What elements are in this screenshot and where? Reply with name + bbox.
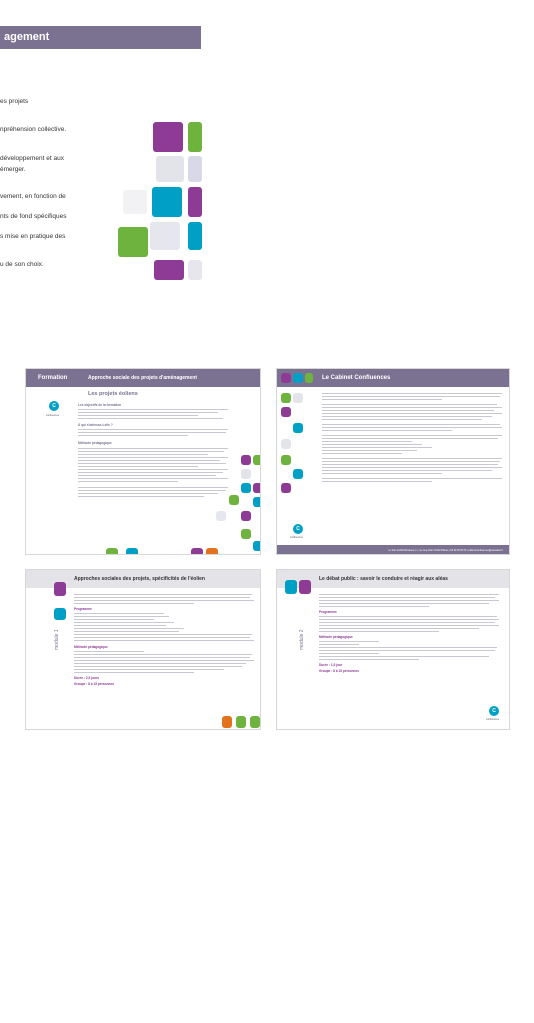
text-line-placeholder [319,619,499,620]
decorative-square [293,423,303,433]
hero-line: développement et aux [0,155,64,162]
header-title: Le Cabinet Confluences [322,375,391,381]
section-heading: Programme [319,610,337,614]
decorative-square [281,373,291,383]
header-title: Approche sociale des projets d'aménagement [88,375,197,381]
brochure-page-cabinet [276,368,510,555]
text-line-placeholder [74,669,224,670]
decorative-square [241,469,251,479]
text-line-placeholder [74,597,250,598]
decorative-square [106,548,118,555]
text-line-placeholder [74,619,154,620]
text-line-placeholder [78,451,224,452]
section-heading: Les objectifs de la formation [78,403,122,407]
text-line-placeholder [319,625,499,626]
text-line-placeholder [78,432,226,433]
text-line-placeholder [322,430,452,431]
decorative-square [222,716,232,728]
text-line-placeholder [78,435,188,436]
text-line-placeholder [319,656,489,657]
decorative-square [250,716,260,728]
text-line-placeholder [322,404,497,405]
text-line-placeholder [319,659,419,660]
text-line-placeholder [319,641,379,642]
section-heading: Durée : 1,5 jour [319,663,343,667]
text-line-placeholder [319,644,359,645]
text-line-placeholder [78,493,218,494]
text-line-placeholder [74,637,250,638]
text-line-placeholder [74,663,246,664]
section-heading: Durée : 2,5 jours [74,676,99,680]
text-line-placeholder [322,413,502,414]
decorative-square [281,393,291,403]
decorative-square [153,122,183,152]
text-line-placeholder [319,631,439,632]
text-line-placeholder [322,407,502,408]
section-heading: Méthode pédagogique [74,645,108,649]
text-line-placeholder [322,438,498,439]
decorative-square [188,156,202,182]
decorative-square [154,260,184,280]
text-line-placeholder [78,454,208,455]
text-line-placeholder [74,628,184,629]
decorative-square [188,122,202,152]
decorative-square [281,455,291,465]
hero-line: s mise en pratique des [0,233,66,240]
section-heading: Programme [74,607,92,611]
decorative-square [152,187,182,217]
text-line-placeholder [322,453,402,454]
logo-text: conf/uences [46,414,59,417]
section-heading: Groupe : 8 à 15 personnes [74,682,115,686]
text-line-placeholder [74,594,252,595]
text-line-placeholder [78,472,223,473]
decorative-square [126,548,138,555]
text-line-placeholder [74,666,242,667]
text-line-placeholder [74,631,179,632]
text-line-placeholder [322,458,502,459]
decorative-square [156,156,184,182]
text-line-placeholder [322,410,494,411]
decorative-square [191,548,203,555]
text-line-placeholder [78,478,228,479]
decorative-square [253,455,261,465]
text-line-placeholder [78,496,204,497]
text-line-placeholder [322,427,502,428]
text-line-placeholder [322,447,432,448]
hero-line: nts de fond spécifiques [0,213,67,220]
text-line-placeholder [322,396,500,397]
hero-line: npréhension collective. [0,126,67,133]
decorative-square [241,511,251,521]
section-heading: Méthode pédagogique [319,635,353,639]
decorative-square [281,483,291,493]
text-line-placeholder [322,481,432,482]
confluences-logo-icon: C [489,706,499,716]
text-line-placeholder [78,490,226,491]
text-line-placeholder [319,647,497,648]
page-subtitle: Les projets éoliens [88,391,138,397]
decorative-square [216,511,226,521]
text-line-placeholder [322,416,492,417]
text-line-placeholder [74,640,254,641]
decorative-square [54,608,66,620]
text-line-placeholder [74,600,254,601]
text-line-placeholder [78,457,228,458]
text-line-placeholder [74,616,169,617]
decorative-square [281,407,291,417]
decorative-square [188,260,202,280]
decorative-square [305,373,313,383]
text-line-placeholder [322,441,412,442]
text-line-placeholder [322,399,442,400]
text-line-placeholder [319,597,495,598]
decorative-square [293,393,303,403]
hero-line: émerger. [0,166,26,173]
text-line-placeholder [319,650,495,651]
section-heading: Méthode pédagogique [78,441,112,445]
decorative-square [188,222,202,250]
text-line-placeholder [319,653,379,654]
text-line-placeholder [319,606,429,607]
text-line-placeholder [322,473,442,474]
text-line-placeholder [74,603,194,604]
text-line-placeholder [78,463,226,464]
text-line-placeholder [319,628,479,629]
decorative-square [253,541,261,551]
decorative-square [299,580,311,594]
module-label: module 2 [299,629,305,650]
decorative-square [123,190,147,214]
brochure-page-module-1 [25,569,261,730]
hero-banner-title: agement [4,31,50,43]
decorative-square [229,495,239,505]
text-line-placeholder [78,475,216,476]
text-line-placeholder [78,415,198,416]
text-line-placeholder [322,478,502,479]
module-label: module 1 [54,629,60,650]
text-line-placeholder [322,461,500,462]
decorative-square [285,580,297,594]
text-line-placeholder [78,409,228,410]
text-line-placeholder [322,450,417,451]
text-line-placeholder [319,616,497,617]
text-line-placeholder [74,622,174,623]
logo-text: confluences [290,536,303,539]
text-line-placeholder [319,594,499,595]
section-heading: Groupe : 8 à 15 personnes [319,669,360,673]
text-line-placeholder [322,467,502,468]
decorative-square [293,469,303,479]
confluences-logo-icon: C [293,524,303,534]
text-line-placeholder [74,651,144,652]
text-line-placeholder [78,466,198,467]
confluences-logo-icon: C [49,401,59,411]
header-title: Approches sociales des projets, spécificités de l'éolien [74,576,205,582]
text-line-placeholder [74,654,252,655]
text-line-placeholder [74,672,194,673]
decorative-square [188,187,202,217]
text-line-placeholder [319,600,499,601]
decorative-square [293,373,303,383]
text-line-placeholder [322,470,492,471]
text-line-placeholder [322,393,502,394]
decorative-square [281,439,291,449]
hero-line: vement, en fonction de [0,193,66,200]
header-formation-label: Formation [38,375,68,381]
text-line-placeholder [74,660,254,661]
text-line-placeholder [78,448,228,449]
decorative-square [118,227,148,257]
logo-text: conf/uences [486,718,499,721]
text-line-placeholder [322,444,422,445]
text-line-placeholder [322,424,500,425]
section-heading: À qui s'adresse-t-elle ? [78,423,113,427]
text-line-placeholder [74,634,252,635]
brochure-page-formation [25,368,261,555]
header-band [26,369,261,387]
hero-line: u de son choix. [0,261,44,268]
brochure-page-module-2 [276,569,510,730]
text-line-placeholder [322,464,498,465]
decorative-square [150,222,180,250]
text-line-placeholder [78,418,223,419]
text-line-placeholder [319,622,495,623]
decorative-square [236,716,246,728]
text-line-placeholder [74,657,250,658]
header-title: Le débat public : savoir le conduire et réagir aux aléas [319,576,448,582]
decorative-square [253,483,261,493]
text-line-placeholder [74,613,164,614]
text-line-placeholder [74,625,166,626]
header-band [277,570,510,588]
text-line-placeholder [78,429,228,430]
text-line-placeholder [78,412,218,413]
decorative-square [241,529,251,539]
decorative-square [241,455,251,465]
text-line-placeholder [78,460,220,461]
decorative-square [54,582,66,596]
text-line-placeholder [78,481,178,482]
decorative-square [241,483,251,493]
footer-band: Le Soin 11000 Bordeaux | 1, rue Guy Rafn 70110 Plainte | 06 90 05 06 05 | cabinetconfluences@wanadoo.fr [277,545,510,555]
hero-banner [0,26,201,49]
hero-line: es projets [0,98,29,105]
decorative-square [253,497,261,507]
text-line-placeholder [78,487,228,488]
text-line-placeholder [322,435,502,436]
text-line-placeholder [78,469,228,470]
text-line-placeholder [319,603,489,604]
decorative-square [206,548,218,555]
text-line-placeholder [322,419,482,420]
